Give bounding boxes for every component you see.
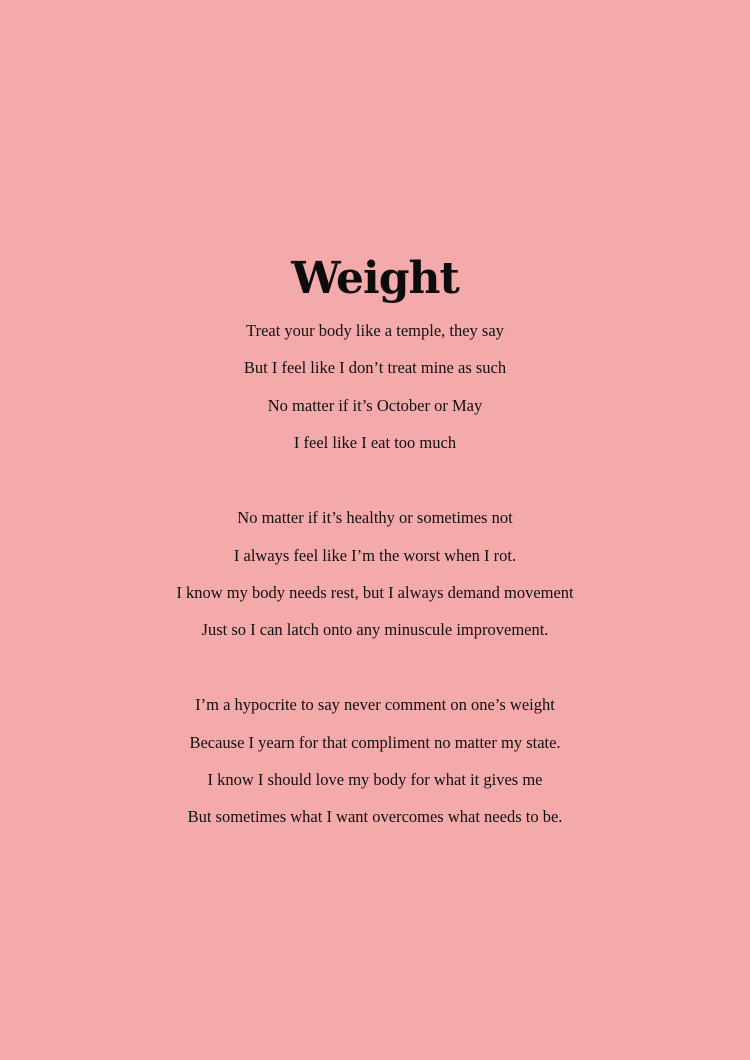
poem-line: I feel like I eat too much — [293, 433, 457, 453]
poem-line: But sometimes what I want overcomes what needs to be. — [187, 807, 563, 827]
poem — [0, 248, 750, 836]
poem-line: Because I yearn for that compliment no matter my state. — [189, 732, 561, 752]
poem-line: Just so I can latch onto any minuscule improvement. — [201, 620, 549, 640]
stanza-1 — [0, 312, 750, 462]
poem-line: No matter if it’s October or May — [267, 395, 483, 415]
poem-title: Weight — [291, 253, 459, 304]
stanza-2 — [0, 499, 750, 649]
poem-line: I know my body needs rest, but I always demand movement — [176, 582, 574, 602]
poem-line: No matter if it’s healthy or sometimes not — [237, 508, 513, 528]
poem-line: I’m a hypocrite to say never comment on one’s weight — [195, 695, 555, 715]
poem-line: I always feel like I’m the worst when I rot. — [233, 545, 517, 565]
stanza-3 — [0, 686, 750, 836]
poem-line: I know I should love my body for what it gives me — [207, 770, 543, 790]
poem-line: Treat your body like a temple, they say — [246, 321, 504, 340]
poem-line: But I feel like I don’t treat mine as such — [243, 358, 507, 378]
